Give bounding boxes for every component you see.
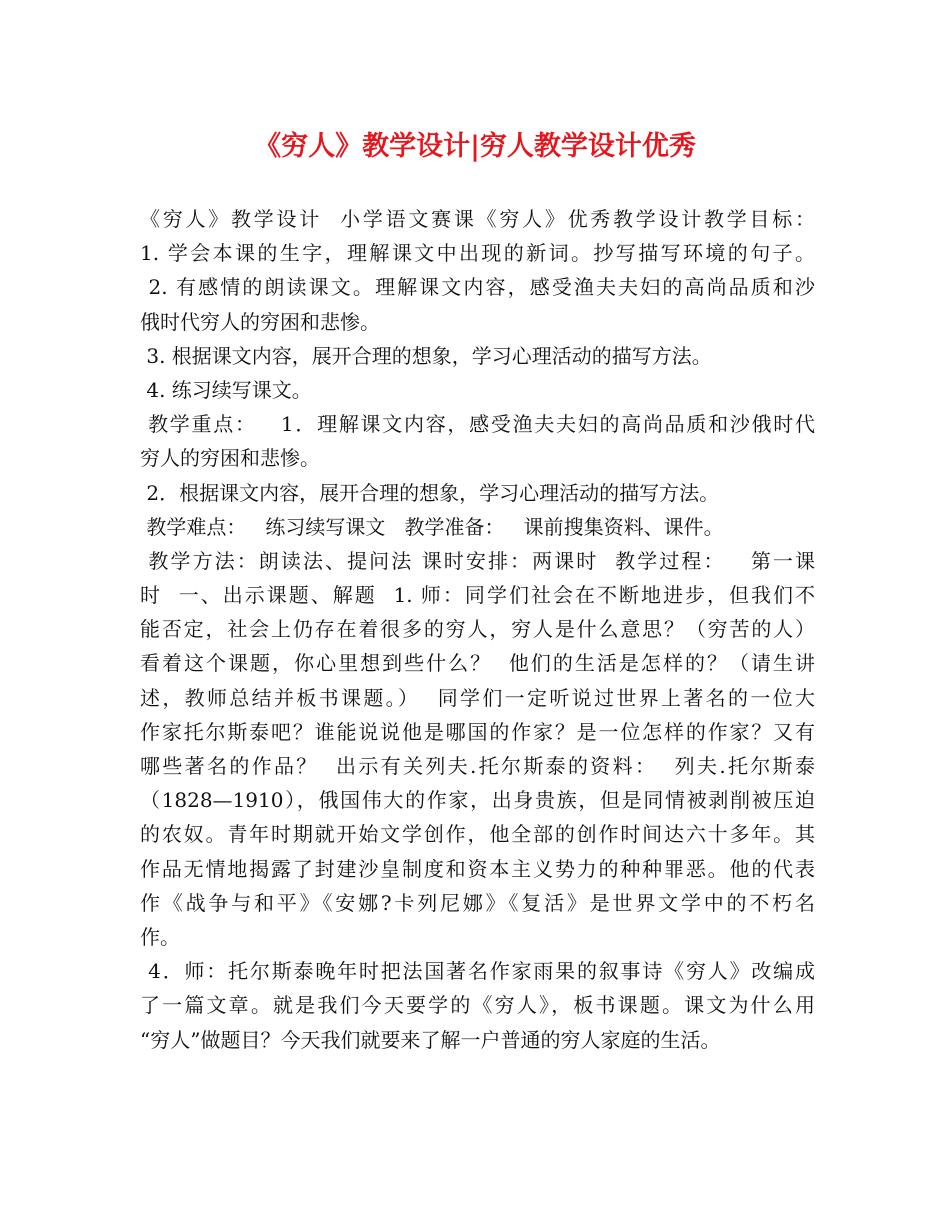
- body-line-8: 穷人的穷困和悲惨。: [140, 446, 320, 471]
- body-line-11: 教学方法：朗读法、提问法 课时安排：两课时 教学过程： 第一课: [140, 548, 815, 573]
- body-line-19: 的农奴。青年时期就开始文学创作，他全部的创作时间达六十多年。其: [140, 822, 815, 847]
- body-line-10: 教学难点： 练习续写课文 教学准备： 课前搜集资料、课件。: [140, 514, 724, 539]
- body-line-5: 3. 根据课文内容，展开合理的想象，学习心理活动的描写方法。: [140, 343, 712, 368]
- body-line-25: “穷人”做题目？今天我们就要来了解一户普通的穷人家庭的生活。: [140, 1027, 721, 1052]
- document-title: 《穷人》教学设计|穷人教学设计优秀: [254, 131, 696, 162]
- body-line-14: 看着这个课题，你心里想到些什么？ 他们的生活是怎样的？（请生讲: [140, 651, 815, 676]
- body-line-23: 4．师：托尔斯泰晚年时把法国著名作家雨果的叙事诗《穷人》改编成: [140, 959, 815, 984]
- body-line-17: 哪些著名的作品？ 出示有关列夫.托尔斯泰的资料： 列夫.托尔斯泰: [140, 754, 815, 778]
- body-line-3: 2. 有感情的朗读课文。理解课文内容，感受渔夫夫妇的高尚品质和沙: [140, 275, 815, 300]
- body-line-13: 能否定，社会上仍存在着很多的穷人，穷人是什么意思？（穷苦的人）: [140, 617, 815, 642]
- body-line-6: 4. 练习续写课文。: [140, 377, 312, 402]
- body-line-18: （1828—1910），俄国伟大的作家，出身贵族，但是同情被剥削被压迫: [140, 788, 815, 813]
- body-line-12: 时 一、出示课题、解题 1. 师：同学们社会在不断地进步，但我们不: [140, 583, 815, 608]
- body-line-22: 作。: [140, 924, 180, 949]
- body-line-21: 作《战争与和平》《安娜?卡列尼娜》《复活》是世界文学中的不朽名: [140, 890, 815, 915]
- body-line-2: 1. 学会本课的生字，理解课文中出现的新词。抄写描写环境的句子。: [140, 241, 815, 266]
- body-line-9: 2．根据课文内容，展开合理的想象，学习心理活动的描写方法。: [140, 480, 720, 505]
- body-line-4: 俄时代穷人的穷困和悲惨。: [140, 309, 380, 334]
- body-line-7: 教学重点： 1．理解课文内容，感受渔夫夫妇的高尚品质和沙俄时代: [140, 412, 815, 437]
- body-line-20: 作品无情地揭露了封建沙皇制度和资本主义势力的种种罪恶。他的代表: [140, 856, 815, 881]
- body-line-16: 作家托尔斯泰吧？谁能说说他是哪国的作家？是一位怎样的作家？又有: [140, 719, 815, 744]
- document-body: [140, 202, 815, 1057]
- body-line-15: 述，教师总结并板书课题。） 同学们一定听说过世界上著名的一位大: [140, 685, 815, 710]
- body-line-1: 《穷人》教学设计 小学语文赛课《穷人》优秀教学设计教学目标：: [140, 207, 815, 231]
- body-line-24: 了一篇文章。就是我们今天要学的《穷人》，板书课题。课文为什么用: [140, 993, 815, 1018]
